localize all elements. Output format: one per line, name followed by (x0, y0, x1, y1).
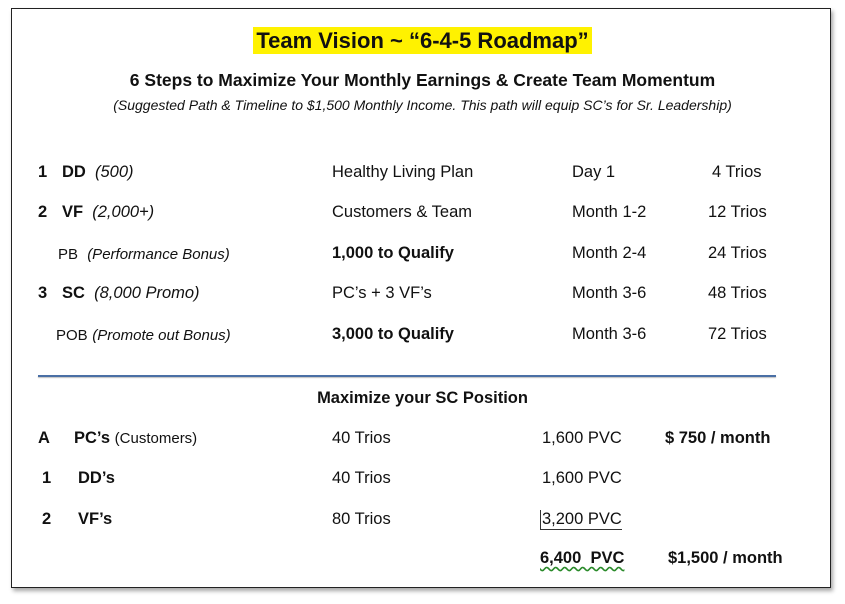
page-subtitle: 6 Steps to Maximize Your Monthly Earnings & Create Team Momentum (129, 70, 716, 90)
step-code: PB (58, 246, 79, 263)
step-trios: 24 Trios (708, 244, 767, 262)
position-name: PC’s (74, 429, 111, 447)
step-description: 1,000 to Qualify (332, 244, 454, 262)
step-timeline: Month 2-4 (572, 244, 647, 262)
position-income: $ 750 / month (665, 429, 771, 447)
total-income: $1,500 / month (668, 549, 783, 567)
step-detail: (2,000+) (92, 203, 155, 221)
step-label (62, 203, 154, 222)
step-timeline: Month 1-2 (572, 203, 647, 221)
position-pvc: 1,600 PVC (542, 469, 622, 487)
position-pvc: 3,200 PVC (542, 510, 622, 528)
position-label: 1 (42, 469, 52, 487)
step-trios: 72 Trios (708, 325, 767, 343)
step-number: 2 (38, 203, 48, 221)
step-timeline: Day 1 (572, 163, 616, 181)
step-label (56, 326, 231, 345)
position-name: DD’s (78, 469, 115, 487)
step-description: PC’s + 3 VF’s (332, 284, 432, 302)
step-timeline: Month 3-6 (572, 284, 647, 302)
step-code: POB (56, 327, 88, 344)
position-label: 2 (42, 510, 52, 528)
step-label (62, 163, 134, 182)
step-detail: (Performance Bonus) (87, 246, 230, 263)
position-name: VF’s (78, 510, 113, 528)
total-pvc: 6,400 PVC (540, 549, 625, 567)
section-title: Maximize your SC Position (317, 389, 528, 407)
section-divider (38, 375, 776, 377)
step-description: Healthy Living Plan (332, 163, 474, 181)
position-trios: 40 Trios (332, 429, 391, 447)
page-note: (Suggested Path & Timeline to $1,500 Monthly Income. This path will equip SC’s for Sr. Leadership) (113, 97, 732, 113)
step-detail: (8,000 Promo) (94, 284, 200, 302)
step-timeline: Month 3-6 (572, 325, 647, 343)
position-trios: 80 Trios (332, 510, 391, 528)
step-trios: 4 Trios (712, 163, 762, 181)
step-description: Customers & Team (332, 203, 472, 221)
title-block (0, 28, 845, 54)
step-detail: (Promote out Bonus) (92, 327, 231, 344)
step-label (62, 284, 200, 303)
position-extra: (Customers) (114, 430, 198, 447)
step-detail: (500) (95, 163, 134, 181)
step-code: SC (62, 284, 85, 302)
position-label: A (38, 429, 50, 447)
step-number: 1 (38, 163, 48, 181)
step-label (58, 245, 230, 264)
step-code: DD (62, 163, 86, 181)
page-title: Team Vision ~ “6-4-5 Roadmap” (253, 27, 591, 54)
step-trios: 48 Trios (708, 284, 767, 302)
position-pvc: 1,600 PVC (542, 429, 622, 447)
step-code: VF (62, 203, 84, 221)
step-description: 3,000 to Qualify (332, 325, 454, 343)
step-number: 3 (38, 284, 48, 302)
position-trios: 40 Trios (332, 469, 391, 487)
step-trios: 12 Trios (708, 203, 767, 221)
position-name-group (74, 429, 197, 448)
